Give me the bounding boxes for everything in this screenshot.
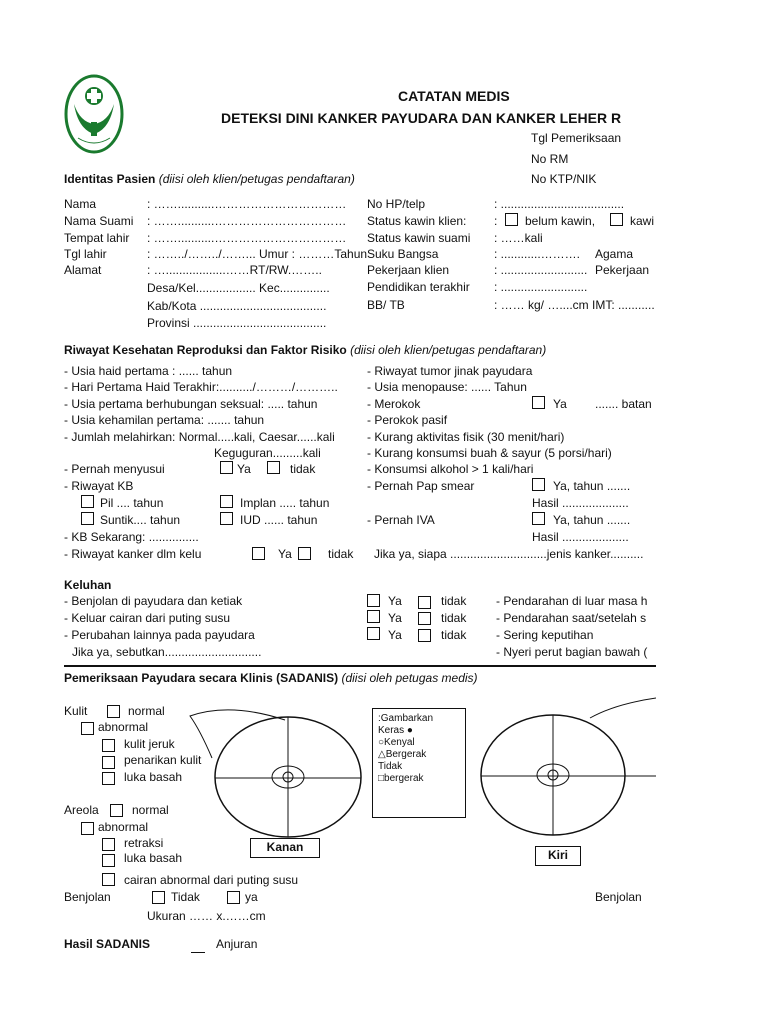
legend-kenyal-label: Kenyal [384,737,415,748]
k3-ya-label: Ya [388,628,402,642]
keluhan-cairan-label: - Keluar cairan dari puting susu [64,611,231,625]
kanker-tidak-label: tidak [328,547,354,561]
keputihan-label: - Sering keputihan [496,628,594,642]
pap-tahun-field[interactable]: Ya, tahun ....... [553,479,631,493]
k1-tidak-checkbox[interactable] [418,596,431,609]
iva-hasil-field[interactable]: Hasil .................... [532,530,629,544]
nohp-label: No HP/telp [367,197,426,211]
keluhan-sebutkan-field[interactable]: Jika ya, sebutkan............................. [72,645,262,659]
k2-tidak-label: tidak [441,611,467,625]
pendarahan-luar-label: - Pendarahan di luar masa h [496,594,648,608]
sadanis-title: Pemeriksaan Payudara secara Klinis (SADANIS) [64,671,339,685]
kulit-luka-basah-label: luka basah [124,770,183,784]
k2-tidak-checkbox[interactable] [418,612,431,625]
legend-tidak-bergerak [378,773,460,785]
nama-label: Nama [64,197,97,211]
jika-ya-field[interactable]: Jika ya, siapa .............................jenis kanker.......... [374,547,644,561]
iud-label: IUD ...... tahun [240,513,318,527]
pil-label: Pil .... tahun [100,496,164,510]
suku-label: Suku Bangsa [367,247,439,261]
penarikan-kulit-label: penarikan kulit [124,753,202,767]
suku-field[interactable]: : ............………. [494,247,581,261]
provinsi-field[interactable]: Provinsi ........................................ [147,316,327,330]
k2-ya-label: Ya [388,611,402,625]
kiri-label: Kiri [535,846,581,866]
pekerjaan-field[interactable]: : .......................... [494,263,588,277]
alamat-field[interactable]: : …..................……RT/RW.…….. [147,263,322,277]
iud-checkbox[interactable] [220,512,233,525]
identitas-heading [64,172,355,186]
retraksi-label: retraksi [124,836,164,850]
status-kawin-label: Status kawin klien: [367,214,467,228]
riwayat-heading [64,343,546,357]
nyeri-perut-label: - Nyeri perut bagian bawah ( [496,645,648,659]
legend-box [372,708,466,818]
breast-diagrams [0,690,656,870]
tumor-jinak-label: - Riwayat tumor jinak payudara [367,364,533,378]
tidak-bergerak-square-icon: □ [378,773,385,784]
k2-ya-checkbox[interactable] [367,610,380,623]
nama-suami-label: Nama Suami [64,214,134,228]
aktivitas-fisik-label: - Kurang aktivitas fisik (30 menit/hari) [367,430,565,444]
usia-kehamilan-field[interactable]: - Usia kehamilan pertama: ....... tahun [64,413,265,427]
keluhan-heading: Keluhan [64,578,112,592]
legend-keras-label: Keras [378,725,405,736]
tgl-lahir-label: Tgl lahir [64,247,107,261]
bbtb-label: BB/ TB [367,298,405,312]
benjolan-tidak-label: Tidak [171,890,200,904]
implan-checkbox[interactable] [220,495,233,508]
desa-field[interactable]: Desa/Kel.................. Kec............... [147,281,330,295]
hpht-field[interactable]: - Hari Pertama Haid Terakhir:........../………/……….. [64,380,338,394]
sadanis-note: (diisi oleh petugas medis) [341,671,478,685]
menyusui-tidak-checkbox[interactable] [267,461,280,474]
tgl-lahir-field[interactable]: : ……../……../……... Umur : ………Tahun [147,247,368,261]
riwayat-title: Riwayat Kesehatan Reproduksi dan Faktor Risiko [64,343,347,357]
status-suami-label: Status kawin suami [367,231,471,245]
riwayat-kanker-label: - Riwayat kanker dlm kelu [64,547,202,561]
k3-tidak-checkbox[interactable] [418,629,431,642]
pernah-menyusui-label: - Pernah menyusui [64,462,165,476]
menyusui-ya-checkbox[interactable] [220,461,233,474]
k3-tidak-label: tidak [441,628,467,642]
jumlah-melahirkan-field[interactable]: - Jumlah melahirkan: Normal.....kali, Caesar......kali [64,430,335,444]
perokok-pasif-label: - Perokok pasif [367,413,448,427]
cairan-checkbox[interactable] [102,873,115,886]
cairan-label: cairan abnormal dari puting susu [124,873,299,887]
legend-tidak: Tidak [378,761,403,772]
benjolan-kiri-label: Benjolan [595,890,642,904]
tempat-lahir-label: Tempat lahir [64,231,130,245]
menyusui-ya-label: Ya [237,462,251,476]
pil-checkbox[interactable] [81,495,94,508]
nohp-field[interactable]: : ..................................... [494,197,625,211]
bbtb-field[interactable]: : …… kg/ …....cm IMT: ........... [494,298,655,312]
suntik-checkbox[interactable] [81,512,94,525]
riwayat-note: (diisi oleh klien/petugas pendaftaran) [350,343,547,357]
menyusui-tidak-label: tidak [290,462,316,476]
merokok-ya-checkbox[interactable] [532,396,545,409]
alamat-label: Alamat [64,263,102,277]
tgl-pemeriksaan-label: Tgl Pemeriksaan [531,131,622,145]
kanker-ya-label: Ya [278,547,292,561]
pendidikan-field[interactable]: : .......................... [494,280,588,294]
pekerjaan-suami-label: Pekerjaan [595,263,650,277]
alkohol-label: - Konsumsi alkohol > 1 kali/hari [367,462,534,476]
pendidikan-label: Pendidikan terakhir [367,280,470,294]
legend-title: :Gambarkan [378,713,434,724]
keguguran-field[interactable]: Keguguran.........kali [214,446,321,460]
k1-ya-checkbox[interactable] [367,594,380,607]
kanker-ya-checkbox[interactable] [252,547,265,560]
hasil-sadanis-blank[interactable] [191,945,205,953]
pekerjaan-label: Pekerjaan klien [367,263,450,277]
benjolan-label: Benjolan [64,890,111,904]
kanan-label: Kanan [250,838,320,858]
kulit-normal-label: normal [128,704,165,718]
kulit-abnormal-label: abnormal [98,720,149,734]
k1-ya-label: Ya [388,594,402,608]
pap-ya-checkbox[interactable] [532,478,545,491]
legend-kenyal [378,737,460,749]
areola-abnormal-label: abnormal [98,820,149,834]
kawin-checkbox[interactable] [610,213,623,226]
riwayat-kb-label: - Riwayat KB [64,479,134,493]
iva-tahun-field[interactable]: Ya, tahun ....... [553,513,631,527]
bakti-husada-logo [64,74,124,154]
keras-dot-icon: ● [406,725,413,736]
keluhan-benjolan-label: - Benjolan di payudara dan ketiak [64,594,243,608]
kenyal-circle-icon: ○ [378,737,385,748]
belum-kawin-checkbox[interactable] [505,213,518,226]
menopause-field[interactable]: - Usia menopause: ...... Tahun [367,380,527,394]
no-ktp-label: No KTP/NIK [531,172,597,186]
hasil-sadanis-heading: Hasil SADANIS [64,937,151,951]
legend-bergerak-label: Bergerak [385,749,427,760]
nama-field[interactable]: : ……...........…………………………… [147,197,347,211]
form-subtitle: DETEKSI DINI KANKER PAYUDARA DAN KANKER LEHER R [221,110,622,126]
no-rm-label: No RM [531,152,569,166]
left-breast-diagram[interactable] [481,698,656,835]
kulit-label: Kulit [64,704,88,718]
status-suami-field[interactable]: : ……kali [494,231,543,245]
pendarahan-saat-label: - Pendarahan saat/setelah s [496,611,647,625]
keluhan-perubahan-label: - Perubahan lainnya pada payudara [64,628,255,642]
right-breast-diagram[interactable] [190,710,361,837]
pap-hasil-field[interactable]: Hasil .................... [532,496,629,510]
sadanis-heading [64,671,478,685]
kab-field[interactable]: Kab/Kota ...................................... [147,299,327,313]
anjuran-label: Anjuran [216,937,258,951]
identitas-note: (diisi oleh klien/petugas pendaftaran) [158,172,355,186]
k3-ya-checkbox[interactable] [367,627,380,640]
usia-haid-field[interactable]: - Usia haid pertama : ...... tahun [64,364,233,378]
areola-luka-basah-label: luka basah [124,851,183,865]
merokok-batang-field[interactable]: ....... batan [595,397,652,411]
nama-suami-field[interactable]: : ……...........…………………………… [147,214,347,228]
kanker-tidak-checkbox[interactable] [298,547,311,560]
areola-label: Areola [64,803,99,817]
usia-seksual-field[interactable]: - Usia pertama berhubungan seksual: ..... tahun [64,397,318,411]
legend-tidak-bergerak-label: bergerak [384,773,424,784]
tempat-lahir-field[interactable]: : ……...........…………………………… [147,231,347,245]
kulit-jeruk-label: kulit jeruk [124,737,175,751]
ukuran-field[interactable]: Ukuran …… x.……cm [147,909,266,923]
pap-smear-label: - Pernah Pap smear [367,479,475,493]
kb-sekarang-field[interactable]: - KB Sekarang: ............... [64,530,199,544]
merokok-ya-label: Ya [553,397,567,411]
legend-bergerak [378,749,460,761]
benjolan-ya-label: ya [245,890,258,904]
section-divider [64,665,656,667]
suntik-label: Suntik.... tahun [100,513,181,527]
implan-label: Implan ..... tahun [240,496,330,510]
identitas-title: Identitas Pasien [64,172,156,186]
bergerak-triangle-icon: △ [378,749,386,760]
buah-sayur-label: - Kurang konsumsi buah & sayur (5 porsi/hari) [367,446,612,460]
status-kawin-colon: : [494,214,498,228]
benjolan-tidak-checkbox[interactable] [152,891,165,904]
belum-kawin-label: belum kawin, [525,214,596,228]
merokok-label: - Merokok [367,397,421,411]
k1-tidak-label: tidak [441,594,467,608]
areola-normal-label: normal [132,803,169,817]
iva-label: - Pernah IVA [367,513,435,527]
kawin-label: kawi [630,214,655,228]
legend-keras [378,725,460,737]
agama-label: Agama [595,247,634,261]
form-title: CATATAN MEDIS [398,88,510,104]
iva-ya-checkbox[interactable] [532,512,545,525]
benjolan-ya-checkbox[interactable] [227,891,240,904]
